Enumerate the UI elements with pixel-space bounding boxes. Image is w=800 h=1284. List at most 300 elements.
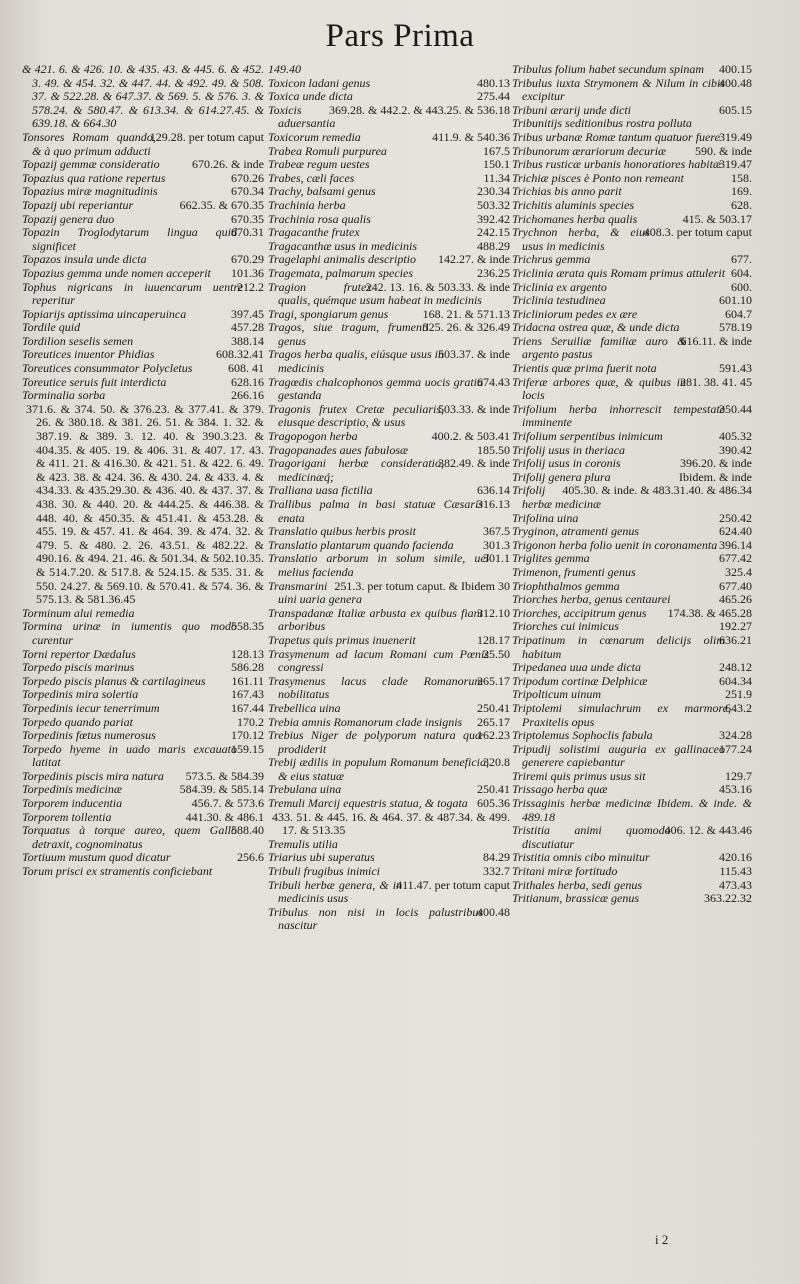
index-entry (22, 797, 264, 811)
entry-term: Torpedo piscis marinus (22, 660, 135, 675)
running-header: Pars Prima (325, 18, 475, 54)
index-entry (512, 634, 752, 661)
entry-term: Topazius miræ magnitudinis (22, 184, 158, 199)
entry-term: Topazij genera duo (22, 211, 115, 226)
entry-reference: 167.5 (483, 143, 510, 158)
entry-reference: 350.44 (719, 401, 752, 416)
entry-term: Tritani miræ fortitudo (512, 864, 618, 879)
index-entry (268, 348, 510, 375)
index-entry (512, 743, 752, 770)
entry-reference: 301.1 (483, 551, 510, 566)
index-entry (268, 90, 510, 104)
index-entry (268, 648, 510, 675)
entry-reference: 363.22.32 (704, 891, 752, 906)
index-entry (22, 729, 264, 743)
entry-term: Triophthalmos gemma (512, 578, 620, 593)
index-entry (512, 607, 752, 621)
entry-term: Tonsores Romam quando, & à quo primum adducti (22, 129, 156, 158)
entry-term: Tragacanthe frutex (268, 225, 360, 240)
index-entry (22, 688, 264, 702)
entry-reference: 115.43 (719, 864, 752, 879)
index-entry (268, 403, 510, 430)
entry-term: & 421. 6. & 426. 10. & 435. 43. & 445. 6. & 452. 3. 49. & 454. 32. & 447. 44. & 492. 49. & 508. 37. & 522.28. & 647.37. & 569. 5. & 576. 3. & 578.24. & 580.47. & 613.34. & 614.27.45. & 639.18. & 664.30 (22, 62, 264, 131)
entry-reference: 670.34 (231, 184, 264, 199)
entry-term: Tragœdis chalcophonos gemma uocis gratia gestanda (268, 374, 483, 403)
entry-term: Trachinia herba (268, 197, 346, 212)
index-entry (22, 199, 264, 213)
entry-term: Trebellica uina (268, 700, 341, 715)
index-entry (22, 702, 264, 716)
entry-term: Transmarini uini uaria genera (268, 578, 362, 607)
index-entry (22, 281, 264, 308)
index-entry (22, 348, 264, 362)
entry-reference: 332.7 (483, 864, 510, 879)
entry-term: Topazij ubi reperiantur (22, 197, 134, 212)
entry-term: Tripodum cortinæ Delphicæ (512, 673, 648, 688)
entry-reference: 415. & 503.17 (682, 211, 752, 226)
index-column-2 (268, 63, 510, 933)
entry-term: Trichiæ pisces è Ponto non remeant (512, 170, 684, 185)
entry-term: Trallibus palma in basi statuæ Cæsaris enata (268, 497, 483, 525)
index-entry (268, 783, 510, 797)
entry-term: Tragelaphi animalis descriptio (268, 252, 417, 267)
entry-reference: 266.16 (231, 388, 264, 403)
entry-term: Tragonis frutex Cretæ peculiaris, eiusque descriptio, & usus (268, 401, 444, 430)
entry-reference: 396.14 (719, 537, 752, 552)
entry-reference: 670.26 (231, 170, 264, 185)
index-entry (22, 308, 264, 322)
entry-reference: 369.28. & 442.2. & 443.25. & 536.18 (328, 102, 510, 117)
entry-reference: 670.29 (231, 252, 264, 267)
index-entry (512, 172, 752, 186)
entry-term: Tribulus iuxta Strymonem & Nilum in cibis excipitur (512, 75, 725, 104)
index-entry (268, 158, 510, 172)
index-entry (22, 743, 264, 770)
index-entry (512, 484, 752, 511)
index-entry (512, 145, 752, 159)
entry-term: Torpedo quando pariat (22, 714, 133, 729)
index-entry (22, 770, 264, 784)
entry-reference: 677.42 (719, 551, 752, 566)
entry-reference: 503.37. & inde (438, 347, 510, 362)
entry-term: Triclinia testudinea (512, 293, 606, 308)
entry-term: Tragorigani herbæ consideratio, medicinæq́; (268, 456, 444, 484)
entry-term: Trasymenum ad lacum Romani cum Pœnis congressi (268, 646, 489, 675)
entry-reference: 670.26. & inde (192, 157, 264, 172)
entry-reference: 392.42 (477, 211, 510, 226)
entry-reference: 584.39. & 585.14 (179, 782, 264, 797)
entry-reference: 167.44 (231, 700, 264, 715)
entry-term: Trissago herba quæ (512, 782, 608, 797)
entry-term: Trigonon herba folio uenit in coronamenta (512, 537, 718, 552)
entry-reference: 601.10 (719, 293, 752, 308)
index-entry (268, 756, 510, 783)
index-entry (268, 865, 510, 879)
entry-term: Torpedo piscis planus & cartilagineus (22, 673, 206, 688)
entry-term: Torpedo hyeme in uado maris excauato latitat (22, 741, 237, 770)
entry-reference: 382.49. & inde (438, 456, 510, 471)
index-entry (512, 593, 752, 607)
index-entry (268, 376, 510, 403)
entry-term: Trifolij genera plura (512, 469, 611, 484)
index-entry (268, 879, 510, 906)
entry-term: Trabes, cæli faces (268, 170, 355, 185)
entry-term: Toxicorum remedia (268, 129, 361, 144)
index-entry (268, 145, 510, 159)
entry-reference: 128.17 (477, 632, 510, 647)
index-entry (268, 525, 510, 539)
entry-term: Triptolemus Sophoclis fabula (512, 728, 653, 743)
entry-reference: 265.17 (477, 673, 510, 688)
index-entry (268, 484, 510, 498)
entry-term: Trychnon herba, & eius usus in medicinis (512, 225, 650, 253)
index-entry (268, 675, 510, 702)
entry-reference: 408.3. per totum caput (643, 225, 752, 240)
entry-reference: 236.25 (477, 265, 510, 280)
index-entry (22, 267, 264, 281)
entry-reference: 256.6 (237, 850, 264, 865)
index-entry (268, 797, 510, 811)
entry-reference: 405.30. & inde. & 483.31.40. & 486.34 (562, 483, 752, 498)
entry-term: Topiarijs aptissima uincaperuinca (22, 306, 187, 321)
index-entry (22, 851, 264, 865)
index-entry (268, 321, 510, 348)
index-entry (512, 77, 752, 104)
index-entry (268, 172, 510, 186)
entry-reference: 275.44 (477, 89, 510, 104)
index-entry (268, 539, 510, 553)
index-entry (22, 716, 264, 730)
index-entry (512, 308, 752, 322)
entry-term: Trachy, balsami genus (268, 184, 376, 199)
entry-reference: 411.47. per totum caput (396, 877, 510, 892)
index-entry (22, 376, 264, 390)
entry-term: Triorches, accipitrum genus (512, 605, 647, 620)
index-entry (268, 308, 510, 322)
entry-reference: 242. 13. 16. & 503.33. & inde (365, 279, 510, 294)
index-entry (512, 117, 752, 131)
entry-term: Torpedinis fœtus numerosus (22, 728, 156, 743)
entry-term: Translatio quibus herbis prosit (268, 524, 416, 539)
entry-reference: 600. (731, 279, 752, 294)
index-entry (512, 131, 752, 145)
signature-mark: i 2 (655, 1232, 669, 1247)
entry-term: Trifolij usus in theriaca (512, 442, 626, 457)
index-entry (268, 213, 510, 227)
index-entry (268, 729, 510, 756)
entry-reference: 174.38. & 465.28 (667, 605, 752, 620)
entry-reference: 250.41 (477, 700, 510, 715)
entry-term: Triptolemi simulachrum ex marmore, Praxitelis opus (512, 700, 731, 729)
entry-term: Trientis quæ prima fuerit nota (512, 361, 657, 376)
index-entry (512, 294, 752, 308)
entry-term: Tragemata, palmarum species (268, 265, 413, 280)
entry-reference: 503.32 (477, 197, 510, 212)
entry-term: Tragi, spongiarum genus (268, 306, 389, 321)
entry-term: Tragopanades aues fabulosæ (268, 442, 409, 457)
entry-reference: 433. 51. & 445. 16. & 464. 37. & 487.34. & 499. 17. & 513.35 (272, 809, 510, 838)
index-entry (512, 702, 752, 729)
entry-term: Tragos, siue tragum, frumenti genus (268, 320, 429, 348)
index-entry (22, 783, 264, 797)
entry-reference: 169. (731, 184, 752, 199)
entry-reference: 142.27. & inde (438, 252, 510, 267)
entry-reference: 670.31 (231, 225, 264, 240)
entry-term: Triarius ubi superatus (268, 850, 375, 865)
entry-reference: 248.12 (719, 660, 752, 675)
entry-term: Tragos herba qualis, eiúsque usus in medicinis (268, 347, 445, 376)
entry-reference: 677.40 (719, 578, 752, 593)
entry-reference: 624.40 (719, 524, 752, 539)
entry-term: Trifolij herbæ medicinæ (512, 483, 601, 511)
entry-term: Torpedinis piscis mira natura (22, 768, 164, 783)
entry-term: Tripedanea uua unde dicta (512, 660, 641, 675)
index-entry (268, 77, 510, 91)
entry-term: Tremulis utilia (268, 836, 338, 851)
index-entry (22, 335, 264, 349)
index-entry (512, 525, 752, 539)
entry-reference: 420.16 (719, 850, 752, 865)
entry-reference: 325.4 (725, 564, 752, 579)
index-entry (512, 185, 752, 199)
index-entry (512, 199, 752, 213)
entry-term: Tripatinum in cœnarum delicijs olim habitum (512, 632, 725, 661)
entry-term: Tripolticum uinum (512, 687, 602, 702)
entry-term: Torminum alui remedia (22, 605, 135, 620)
entry-reference: 465.26 (719, 592, 752, 607)
index-entry (512, 63, 752, 77)
index-entry (512, 267, 752, 281)
entry-term: Trifolium serpentibus inimicum (512, 429, 663, 444)
entry-reference: 167.43 (231, 687, 264, 702)
index-entry (268, 580, 510, 607)
entry-reference: 150.1 (483, 157, 510, 172)
entry-term: Tristitia animi quomodo discutiatur (512, 823, 671, 851)
index-entry (22, 185, 264, 199)
entry-reference: 319.49 (719, 129, 752, 144)
entry-term: Tremuli Marcij equestris statua, & togata (268, 796, 468, 811)
index-entry (512, 457, 752, 471)
entry-term: Trichrus gemma (512, 252, 591, 267)
entry-reference: 488.29 (477, 238, 510, 253)
entry-reference: 230.34 (477, 184, 510, 199)
index-entry (268, 444, 510, 458)
entry-reference: 101.36 (231, 265, 264, 280)
entry-term: Tripudij solistimi auguria ex gallinaceo generere capiebantur (512, 741, 725, 770)
entry-reference: 473.43 (719, 877, 752, 892)
index-entry (512, 783, 752, 797)
entry-reference: 320.8 (483, 755, 510, 770)
entry-term: Trebia amnis Romanorum clade insignis (268, 714, 463, 729)
index-entry (512, 770, 752, 784)
entry-reference: 159.15 (231, 741, 264, 756)
entry-reference: 456.7. & 573.6 (191, 796, 264, 811)
index-entry (22, 620, 264, 647)
entry-term: Trebius Niger de polyporum natura quæ prodiderit (268, 728, 483, 756)
entry-term: Translatio arborum in solum simile, uel melius facienda (268, 551, 489, 579)
entry-term: Torpedinis iecur tenerrimum (22, 700, 160, 715)
entry-term: Tritianum, brassicæ genus (512, 891, 640, 906)
index-entry (512, 539, 752, 553)
entry-term: Tragopogon herba (268, 429, 358, 444)
entry-term: Topazin Troglodytarum lingua quid significet (22, 225, 237, 253)
index-entry (512, 675, 752, 689)
entry-reference: 670.35 (231, 211, 264, 226)
entry-reference: 128.13 (231, 646, 264, 661)
entry-reference: 643.2 (725, 700, 752, 715)
entry-term: Tribuni ærarij unde dicti (512, 102, 632, 117)
entry-term: Tortiuum mustum quod dicatur (22, 850, 171, 865)
entry-term: Tribuli herbæ genera, & in medicinis usus (268, 877, 403, 906)
entry-reference: 400.48 (477, 904, 510, 919)
index-entry (268, 457, 510, 484)
index-entry (268, 240, 510, 254)
entry-reference: 628. (731, 197, 752, 212)
entry-term: Trichitis aluminis species (512, 197, 635, 212)
entry-reference: 628.16 (231, 374, 264, 389)
index-entry (268, 552, 510, 579)
entry-reference: 400.48 (719, 75, 752, 90)
entry-reference: 397.45 (231, 306, 264, 321)
index-entry (268, 199, 510, 213)
entry-term: Translatio plantarum quando facienda (268, 537, 454, 552)
index-entry (22, 675, 264, 689)
index-entry (268, 702, 510, 716)
index-entry (22, 253, 264, 267)
entry-term: 149.40 (268, 62, 301, 76)
index-entry (512, 552, 752, 566)
index-entry (268, 430, 510, 444)
entry-term: Trebulana uina (268, 782, 342, 797)
entry-reference: 503.33. & inde (438, 401, 510, 416)
index-entry (268, 185, 510, 199)
index-entry (512, 512, 752, 526)
index-entry (512, 321, 752, 335)
entry-reference: 457.28 (231, 320, 264, 335)
index-entry (22, 389, 264, 403)
index-entry (268, 851, 510, 865)
entry-term: Tristitia omnis cibo minuitur (512, 850, 650, 865)
index-entry (512, 213, 752, 227)
entry-term: Tophus nigricans in iuuencarum uentre reperitur (22, 279, 243, 308)
entry-reference: 371.6. & 374. 50. & 376.23. & 377.41. & 379. 26. & 380.18. & 381. 26. 51. & 384. 1. 32. & 387.19. & 389. 3. 12. 40. & 390.3.23. & 404.35. & 405. 19. & 406. 31. & 407. 17. 43. & 411. 21. & 416.30. & 421. 51. & 422. 6. 49. & 423. 38. & 424. 36. & 430. 24. & 433. 4. & 434.33. & 435.29.30. & 436. 40. & 437. 37. & 438. 30. & 440. 20. & 444.25. & 446.38. & 448. 40. & 450.35. & 451.41. & 453.28. & 455. 19. & 457. 41. & 464. 39. & 474. 32. & 479. 5. & 480. 2. 26. 43.51. & 482.22. & 490.16. & 494. 21. 46. & 501.34. & 502.10.35. & 514.7.20. & 517.8. & 524.15. & 535. 31. & 550. 24.27. & 569.10. & 570.41. & 574. 36. & 575.13. & 581.36.45 (26, 401, 264, 607)
entry-term: Tribunitijs seditionibus rostra polluta (512, 116, 692, 131)
index-entry (22, 131, 264, 158)
entry-reference: 605.15 (719, 102, 752, 117)
index-entry (22, 661, 264, 675)
entry-reference: 242.15 (477, 225, 510, 240)
index-entry (512, 851, 752, 865)
index-entry (512, 566, 752, 580)
entry-term: Trifolij usus in coronis (512, 456, 621, 471)
entry-reference: 558.35 (231, 619, 264, 634)
entry-term: Torni repertor Dædalus (22, 646, 136, 661)
index-entry (512, 661, 752, 675)
entry-reference: 441.30. & 486.1 (185, 809, 264, 824)
index-entry (22, 824, 264, 851)
entry-term: Trimenon, frumenti genus (512, 564, 636, 579)
index-entry (268, 811, 510, 852)
index-entry (512, 471, 752, 485)
entry-reference: 250.41 (477, 782, 510, 797)
index-entry (512, 824, 752, 851)
entry-term: Torporem inducentia (22, 796, 123, 811)
entry-reference: 588.40 (231, 823, 264, 838)
entry-term: Tribulus non nisi in locis palustribus nascitur (268, 904, 483, 933)
entry-reference: 129.7 (725, 768, 752, 783)
index-entry (22, 226, 264, 253)
index-entry (268, 104, 510, 131)
entry-term: Tridacna ostrea quæ, & unde dicta (512, 320, 680, 335)
entry-reference: Ibidem. & inde (679, 469, 752, 484)
entry-reference: 608. 41 (228, 361, 264, 376)
entry-reference: 170.2 (237, 714, 264, 729)
index-entry (22, 811, 264, 825)
entry-term: Torminalia sorba (22, 388, 106, 403)
entry-reference: 250.42 (719, 510, 752, 525)
index-entry (512, 335, 752, 362)
entry-term: Trithales herba, sedi genus (512, 877, 643, 892)
entry-term: Trabea Romuli purpurea (268, 143, 387, 158)
index-entry (22, 172, 264, 186)
entry-reference: 396.20. & inde (680, 456, 752, 471)
index-entry (22, 63, 264, 131)
entry-term: Triorches cui inimicus (512, 619, 619, 634)
entry-term: Tribunorum ærariorum decuriæ (512, 143, 667, 158)
entry-term: Tormina urinæ in iumentis quo modo curentur (22, 619, 237, 647)
index-entry (512, 226, 752, 253)
entry-term: Torpedinis medicinæ (22, 782, 122, 797)
entry-term: Triclinia ex argento (512, 279, 607, 294)
entry-reference: 192.27 (719, 619, 752, 634)
index-entry (268, 63, 510, 77)
entry-reference: 604.34 (719, 673, 752, 688)
index-entry (512, 879, 752, 893)
entry-reference: 312.10 (477, 605, 510, 620)
entry-term: Toxica unde dicta (268, 89, 353, 104)
entry-reference: 578.19 (719, 320, 752, 335)
index-entry (512, 688, 752, 702)
entry-reference: 674.43 (477, 374, 510, 389)
entry-term: Tragacanthæ usus in medicinis (268, 238, 418, 253)
entry-term: Torquatus à torque aureo, quem Gallo detraxit, cognominatus (22, 823, 237, 851)
entry-reference: 168. 21. & 571.13 (422, 306, 510, 321)
entry-reference: 662.35. & 670.35 (179, 197, 264, 212)
entry-reference: 604. (731, 265, 752, 280)
entry-term: Trichomanes herba qualis (512, 211, 638, 226)
entry-term: Triferæ arbores quæ, & quibus in locis (512, 374, 686, 403)
index-entry (512, 376, 752, 403)
entry-reference: 405.32 (719, 429, 752, 444)
entry-term: Triorches herba, genus centaurei (512, 592, 671, 607)
entry-reference: 301.3 (483, 537, 510, 552)
index-entry (268, 716, 510, 730)
entry-reference: 480.13 (477, 75, 510, 90)
index-entry (268, 267, 510, 281)
entry-reference: 25.50 (483, 646, 510, 661)
entry-term: Trasymenus lacus clade Romanorum nobilitatus (268, 673, 483, 702)
entry-term: Torpedinis mira solertia (22, 687, 139, 702)
entry-reference: 212.2 (237, 279, 264, 294)
entry-reference: 84.29 (483, 850, 510, 865)
index-entry (268, 253, 510, 267)
entry-reference: 185.50 (477, 442, 510, 457)
index-entry (512, 892, 752, 906)
entry-reference: 129.28. per totum caput (149, 129, 264, 144)
index-entry (512, 362, 752, 376)
index-entry (512, 444, 752, 458)
entry-reference: 590. & inde (695, 143, 752, 158)
